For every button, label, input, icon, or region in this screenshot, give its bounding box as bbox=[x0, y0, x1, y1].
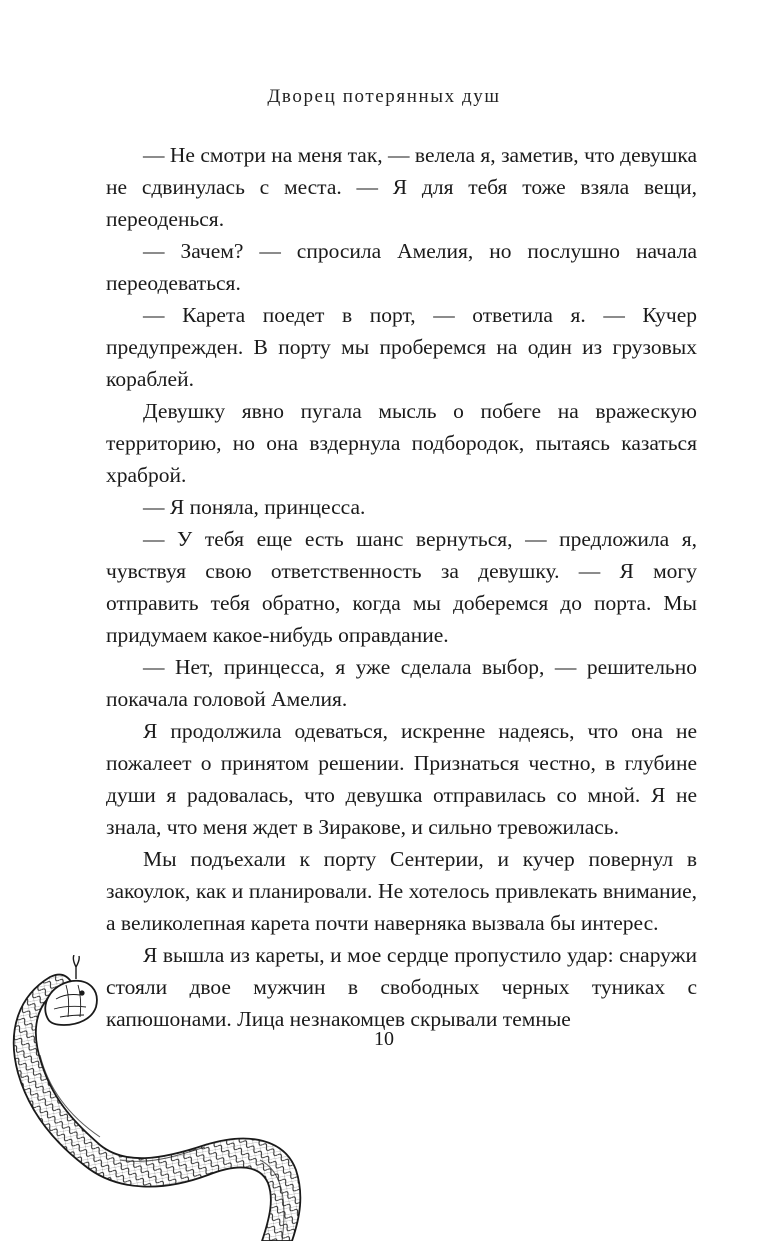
running-title: Дворец потерянных душ bbox=[267, 86, 501, 107]
paragraph: — У тебя еще есть шанс вернуться, — предложила я, чувствуя свою ответственность за девушку. — Я могу отправить тебя обратно, когда мы доберемся до порта. Мы придумаем какое-нибудь оправдание. bbox=[106, 527, 697, 647]
snake-illustration bbox=[0, 955, 330, 1241]
paragraph: — Нет, принцесса, я уже сделала выбор, — решительно покачала головой Амелия. bbox=[106, 655, 697, 711]
page-number: 10 bbox=[374, 1028, 394, 1050]
paragraph: Девушку явно пугала мысль о побеге на вражескую территорию, но она вздернула подбородок, пытаясь казаться храброй. bbox=[106, 399, 697, 487]
paragraph: Мы подъехали к порту Сентерии, и кучер повернул в закоулок, как и планировали. Не хотелось привлекать внимание, а великолепная карета почти наверняка вызвала бы интерес. bbox=[106, 847, 697, 935]
paragraph: — Я поняла, принцесса. bbox=[143, 495, 366, 519]
body-text bbox=[106, 139, 697, 1035]
paragraph: — Карета поедет в порт, — ответила я. — Кучер предупрежден. В порту мы проберемся на один из грузовых кораблей. bbox=[106, 303, 697, 391]
paragraph: — Не смотри на меня так, — велела я, заметив, что девушка не сдвинулась с места. — Я для тебя тоже взяла вещи, переоденься. bbox=[106, 143, 697, 231]
paragraph: Я вышла из кареты, и мое сердце пропустило удар: снаружи стояли двое мужчин в свободных черных туниках с капюшонами. Лица незнакомцев скрывали темные bbox=[106, 943, 697, 1031]
paragraph: Я продолжила одеваться, искренне надеясь, что она не пожалеет о принятом решении. Признаться честно, в глубине души я радовалась, что девушка отправилась со мной. Я не знала, что меня ждет в Зиракове, и сильно тревожилась. bbox=[106, 719, 697, 839]
paragraph: — Зачем? — спросила Амелия, но послушно начала переодеваться. bbox=[106, 239, 697, 295]
